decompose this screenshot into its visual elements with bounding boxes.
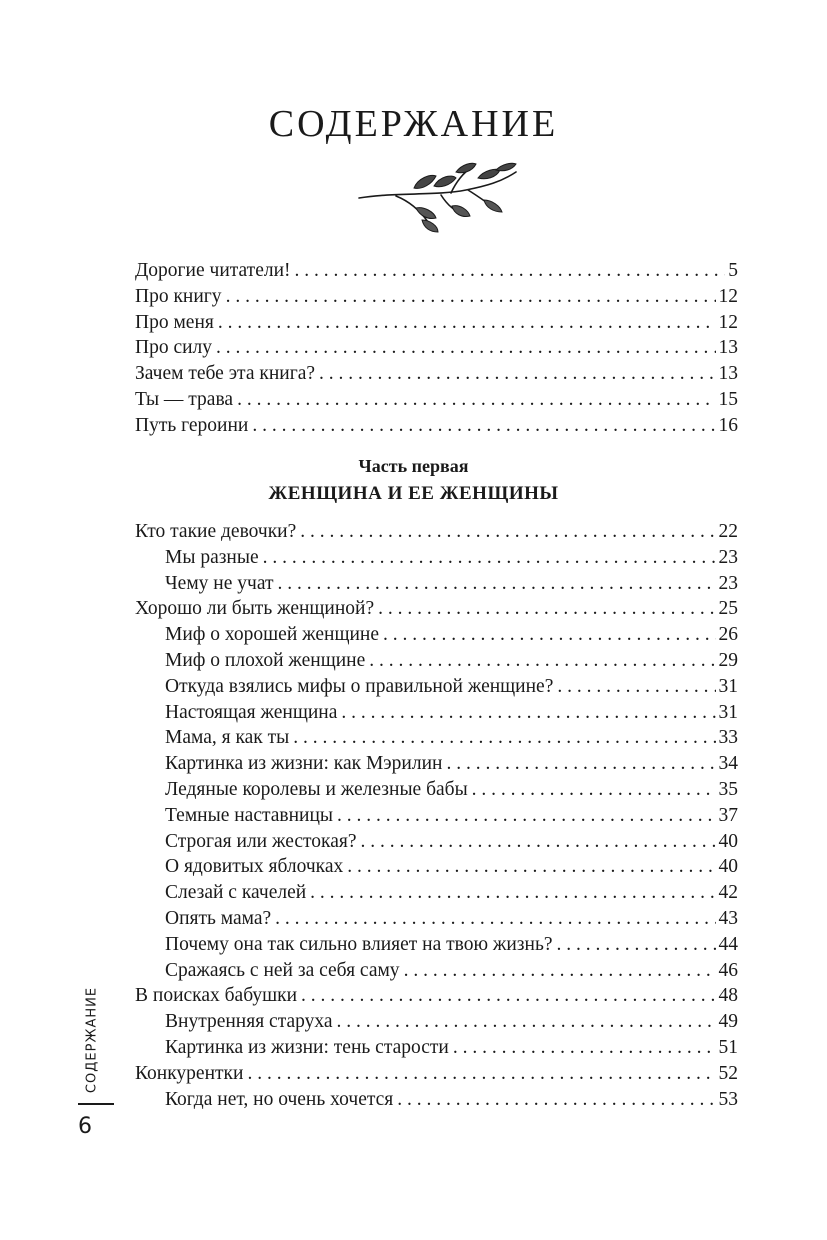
- toc-entry-page: 49: [718, 1011, 738, 1033]
- toc-dot-leader: [360, 829, 715, 855]
- toc-entry-title: Слезай с качелей: [165, 882, 307, 904]
- toc-entry-page: 46: [718, 959, 738, 981]
- toc-entry-page: 37: [718, 804, 738, 826]
- toc-dot-leader: [453, 1035, 716, 1061]
- toc-dot-leader: [472, 777, 716, 803]
- toc-entry-page: 40: [718, 830, 738, 852]
- toc-dot-leader: [252, 413, 715, 439]
- toc-entry: [135, 361, 738, 387]
- toc-dot-leader: [295, 258, 726, 284]
- toc-dot-leader: [275, 906, 715, 932]
- toc-entry-page: 33: [718, 727, 738, 749]
- toc-entry-title: Хорошо ли быть женщиной?: [135, 598, 375, 620]
- toc-entry: [135, 1061, 738, 1087]
- toc-entry-title: Мы разные: [165, 546, 259, 568]
- toc-entry-page: 25: [718, 598, 738, 620]
- toc-entry-title: Когда нет, но очень хочется: [165, 1088, 394, 1110]
- toc-entry: [135, 519, 738, 545]
- toc-entry-title: Темные наставницы: [165, 804, 334, 826]
- toc-entry-title: Строгая или жестокая?: [165, 830, 357, 852]
- toc-entry: [135, 854, 738, 880]
- toc-entry-page: 5: [728, 260, 738, 281]
- toc-part1-list: [135, 519, 738, 1112]
- toc-entry: [135, 284, 738, 310]
- toc-entry-title: Кто такие девочки?: [135, 521, 297, 542]
- toc-entry-page: 12: [718, 285, 738, 307]
- running-head: [72, 986, 112, 1094]
- toc-intro-list: [135, 258, 738, 439]
- toc-entry: [135, 983, 738, 1009]
- toc-entry-title: Ты — трава: [135, 388, 234, 410]
- toc-entry: [135, 932, 738, 958]
- toc-dot-leader: [278, 571, 716, 597]
- toc-entry-page: 23: [718, 546, 738, 568]
- page-number: 6: [78, 1114, 92, 1139]
- toc-entry-page: 13: [718, 363, 738, 385]
- toc-entry: [135, 880, 738, 906]
- toc-entry-page: 51: [718, 1036, 738, 1058]
- toc-entry-page: 40: [718, 856, 738, 878]
- toc-dot-leader: [300, 519, 715, 545]
- part-title: ЖЕНЩИНА И ЕЕ ЖЕНЩИНЫ: [268, 483, 559, 504]
- toc-entry-title: О ядовитых яблочках: [165, 856, 344, 878]
- toc-entry-page: 12: [718, 311, 738, 333]
- toc-dot-leader: [337, 1009, 716, 1035]
- toc-entry: [135, 622, 738, 648]
- toc-dot-leader: [369, 648, 715, 674]
- toc-entry: [135, 829, 738, 855]
- toc-entry-title: В поисках бабушки: [135, 985, 298, 1007]
- toc-entry: [135, 777, 738, 803]
- toc-dot-leader: [293, 725, 715, 751]
- toc-dot-leader: [347, 854, 715, 880]
- toc-entry-title: Откуда взялись мифы о правильной женщине?: [165, 675, 554, 697]
- toc-dot-leader: [404, 958, 716, 984]
- toc-entry-page: 22: [718, 521, 738, 542]
- toc-entry-page: 26: [718, 624, 738, 646]
- toc-entry: [135, 674, 738, 700]
- toc-entry-title: Путь героини: [135, 414, 249, 436]
- toc-entry-title: Про меня: [135, 311, 214, 333]
- toc-entry-page: 52: [718, 1062, 738, 1084]
- toc-entry-title: Миф о плохой женщине: [165, 649, 366, 671]
- toc-dot-leader: [397, 1087, 715, 1113]
- toc-dot-leader: [216, 335, 715, 361]
- toc-entry-title: Дорогие читатели!: [135, 260, 291, 281]
- toc-entry-title: Чему не учат: [165, 572, 274, 594]
- toc-dot-leader: [341, 700, 715, 726]
- toc-entry-title: Ледяные королевы и железные бабы: [165, 778, 468, 800]
- toc-dot-leader: [226, 284, 716, 310]
- toc-entry-title: Сражаясь с ней за себя саму: [165, 959, 400, 981]
- toc-entry: [135, 571, 738, 597]
- toc-entry-page: 13: [718, 337, 738, 359]
- toc-entry-page: 44: [718, 933, 738, 955]
- toc-dot-leader: [337, 803, 715, 829]
- toc-entry: [135, 387, 738, 413]
- toc-entry-page: 42: [718, 882, 738, 904]
- toc-entry-title: Зачем тебе эта книга?: [135, 363, 316, 385]
- part-label: Часть первая: [358, 456, 469, 476]
- toc-entry: [135, 725, 738, 751]
- toc-dot-leader: [301, 983, 715, 1009]
- toc-entry-title: Опять мама?: [165, 907, 272, 929]
- toc-entry: [135, 700, 738, 726]
- toc-entry-page: 15: [718, 388, 738, 410]
- toc-entry-title: Мама, я как ты: [165, 727, 290, 749]
- toc-dot-leader: [319, 361, 715, 387]
- toc-dot-leader: [218, 310, 716, 336]
- toc-entry-page: 16: [718, 414, 738, 436]
- toc-dot-leader: [247, 1061, 715, 1087]
- toc-entry-page: 29: [718, 649, 738, 671]
- toc-entry-title: Почему она так сильно влияет на твою жизнь?: [165, 933, 553, 955]
- toc-entry-page: 53: [718, 1088, 738, 1110]
- toc-entry-page: 31: [718, 675, 738, 697]
- toc-entry: [135, 751, 738, 777]
- toc-entry-page: 34: [718, 753, 738, 775]
- toc-entry-title: Миф о хорошей женщине: [165, 624, 379, 646]
- toc-entry: [135, 1035, 738, 1061]
- toc-dot-leader: [378, 596, 715, 622]
- toc-entry: [135, 596, 738, 622]
- toc-entry-page: 43: [718, 907, 738, 929]
- toc-entry-page: 48: [718, 985, 738, 1007]
- toc-dot-leader: [310, 880, 715, 906]
- toc-dot-leader: [557, 674, 715, 700]
- toc-entry-title: Картинка из жизни: тень старости: [165, 1036, 449, 1058]
- toc-entry: [135, 958, 738, 984]
- toc-dot-leader: [557, 932, 716, 958]
- toc-entry: [135, 1009, 738, 1035]
- toc-entry: [135, 906, 738, 932]
- toc-entry-page: 23: [718, 572, 738, 594]
- toc-entry: [135, 1087, 738, 1113]
- toc-entry: [135, 413, 738, 439]
- toc-entry-title: Настоящая женщина: [165, 701, 338, 723]
- toc-dot-leader: [383, 622, 716, 648]
- toc-entry-page: 35: [718, 778, 738, 800]
- toc-entry-title: Картинка из жизни: как Мэрилин: [165, 753, 443, 775]
- toc-entry: [135, 335, 738, 361]
- toc-entry: [135, 545, 738, 571]
- toc-entry-title: Конкурентки: [135, 1062, 244, 1084]
- toc-entry: [135, 310, 738, 336]
- folio-rule: [78, 1103, 114, 1105]
- toc-entry-title: Внутренняя старуха: [165, 1011, 333, 1033]
- page-title: СОДЕРЖАНИЕ: [268, 103, 559, 145]
- toc-dot-leader: [237, 387, 715, 413]
- running-head-text: СОДЕРЖАНИЕ: [84, 986, 100, 1094]
- toc-dot-leader: [263, 545, 716, 571]
- leaf-sprig-ornament-icon: [356, 160, 521, 242]
- toc-entry: [135, 803, 738, 829]
- toc-dot-leader: [446, 751, 715, 777]
- toc-entry: [135, 258, 738, 284]
- toc-entry: [135, 648, 738, 674]
- toc-entry-title: Про книгу: [135, 285, 222, 307]
- toc-entry-title: Про силу: [135, 337, 213, 359]
- toc-entry-page: 31: [718, 701, 738, 723]
